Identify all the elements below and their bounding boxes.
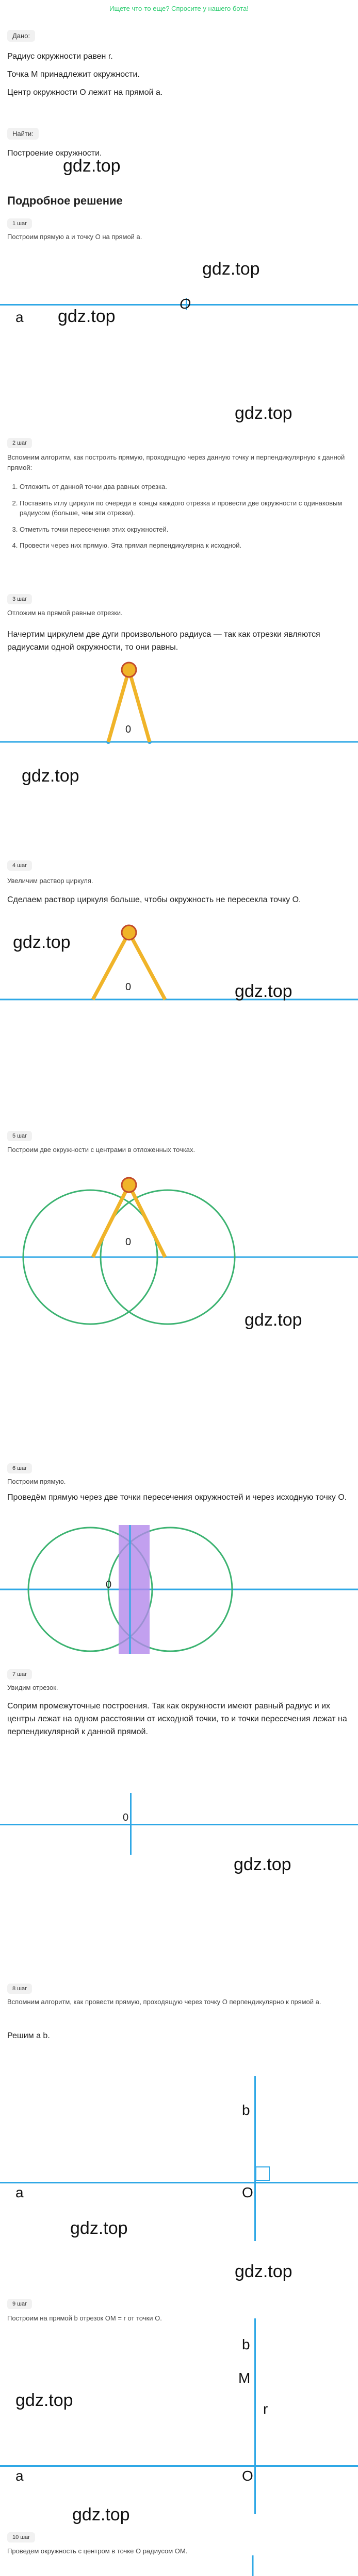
compass-leg (129, 933, 165, 999)
compass-leg (93, 1185, 132, 1257)
line-b (254, 2318, 256, 2514)
find-line: Построение окружности. (7, 149, 102, 158)
label-o: O (242, 2468, 253, 2484)
watermark: gdz.top (245, 1310, 302, 1330)
compass-leg (93, 933, 132, 999)
label-m: M (238, 2370, 251, 2386)
paragraph: Проведём прямую через две точки пересечения окружностей и через исходную точку O. (7, 1493, 347, 1502)
watermark: gdz.top (235, 981, 292, 1001)
label-r: r (263, 2401, 268, 2417)
ruler-diagram (0, 1525, 358, 1654)
bot-link-text[interactable]: Ищете что-то еще? Спросите у нашего бота! (109, 5, 249, 12)
step-label: 10 шаг (7, 2532, 35, 2543)
section-title: Подробное решение (7, 194, 123, 207)
label-a: a (15, 2468, 24, 2484)
algorithm-item: 4. Провести через них прямую. Эта прямая перпендикулярна к исходной. (20, 540, 348, 551)
step-text: Проведем окружность с центром в точке O радиусом OM. (7, 2547, 188, 2555)
algorithm-item: 2. Поставить иглу циркуля по очереди в концы каждого отрезка и провести две окружности с одинаковым радиусом (больше, чем эти отрезки). (20, 498, 348, 518)
watermark: gdz.top (63, 156, 121, 176)
watermark: gdz.top (234, 1855, 291, 1874)
line-b (254, 2076, 256, 2241)
circles-diagram (0, 1164, 358, 1340)
label-o: O (180, 296, 191, 312)
line-a (0, 304, 358, 306)
given-line: Центр окружности O лежит на прямой a. (7, 88, 163, 97)
line-b (130, 1793, 132, 1855)
step-label: 5 шаг (7, 1131, 32, 1141)
label-zero: 0 (106, 1579, 112, 1590)
algorithm-item: 1. Отложить от данной точки два равных отрезка. (20, 482, 348, 492)
watermark: gdz.top (72, 2505, 130, 2524)
step-label: 3 шаг (7, 594, 32, 604)
label-zero: 0 (125, 1236, 132, 1248)
watermark: gdz.top (15, 2391, 73, 2410)
label-a: a (15, 2184, 24, 2200)
watermark: gdz.top (13, 933, 71, 952)
watermark: gdz.top (70, 2218, 128, 2238)
step-label: 9 шаг (7, 2299, 32, 2309)
step-label: 1 шаг (7, 218, 32, 229)
given-line: Радиус окружности равен r. (7, 52, 113, 61)
watermark: gdz.top (235, 403, 292, 423)
right-angle-mark (255, 2166, 270, 2181)
step-text: Увеличим раствор циркуля. (7, 877, 93, 885)
label-b: b (242, 2102, 250, 2118)
step-label: 2 шаг (7, 438, 32, 448)
step-text: Построим две окружности с центрами в отложенных точках. (7, 1146, 196, 1154)
step-label: 6 шаг (7, 1463, 32, 1473)
compass-leg (129, 670, 150, 742)
step-text: Построим прямую. (7, 1478, 66, 1485)
algorithm-item: 3. Отметить точки пересечения этих окружностей. (20, 524, 348, 535)
compass-head (122, 663, 136, 677)
watermark: gdz.top (58, 307, 116, 326)
label-o: O (242, 2184, 253, 2200)
given-line: Точка M принадлежит окружности. (7, 70, 140, 79)
compass-head (122, 1178, 136, 1192)
final-circle-diagram (0, 2555, 358, 2576)
paragraph: Соприм промежуточные построения. Так как окружности имеют равный радиус и их центры лежат на одном расстоянии от исходной точки, то и точки пересечения лежат на перпендикулярной к данной прямой. (7, 1702, 347, 1736)
label-zero: 0 (125, 724, 132, 735)
find-label: Найти: (7, 128, 39, 140)
step-label: 8 шаг (7, 1984, 32, 1994)
line-a (0, 1824, 358, 1825)
step-text: Вспомним алгоритм, как построить прямую, проходящую через данную точку и перпендикулярную к данной прямой: (7, 453, 345, 471)
step-label: 4 шаг (7, 860, 32, 871)
step-text: Построим прямую a и точку O на прямой a. (7, 233, 142, 241)
label-b: b (242, 2336, 250, 2352)
step-text: Вспомним алгоритм, как провести прямую, проходящую через точку O перпендикулярно к прямой a. (7, 1998, 321, 2006)
given-block (7, 50, 348, 99)
given-label: Дано: (7, 30, 35, 42)
step-label: 7 шаг (7, 1669, 32, 1680)
line-a (0, 2465, 358, 2467)
step-text: Увидим отрезок. (7, 1684, 58, 1691)
label-zero: 0 (125, 981, 132, 993)
paragraph: Сделаем раствор циркуля больше, чтобы окружность не пересекла точку O. (7, 895, 301, 904)
algorithm-list (7, 482, 348, 557)
label-zero: 0 (123, 1812, 129, 1823)
line-a (0, 2182, 358, 2183)
compass-leg (129, 1185, 165, 1257)
step-text: Отложим на прямой равные отрезки. (7, 609, 123, 617)
watermark: gdz.top (202, 259, 260, 279)
watermark: gdz.top (235, 2262, 292, 2281)
bot-link[interactable] (0, 4, 358, 13)
compass-diagram (0, 665, 358, 783)
ruler (119, 1525, 150, 1654)
paragraph: Начертим циркулем две дуги произвольного радиуса — так как отрезки являются радиусами одной окружности, то они равны. (7, 630, 320, 652)
paragraph: Решим а b. (7, 2031, 50, 2040)
watermark: gdz.top (22, 766, 79, 786)
compass-head (122, 925, 136, 940)
label-a: a (15, 309, 24, 325)
step-text: Построим на прямой b отрезок OM = r от точки O. (7, 2314, 162, 2322)
